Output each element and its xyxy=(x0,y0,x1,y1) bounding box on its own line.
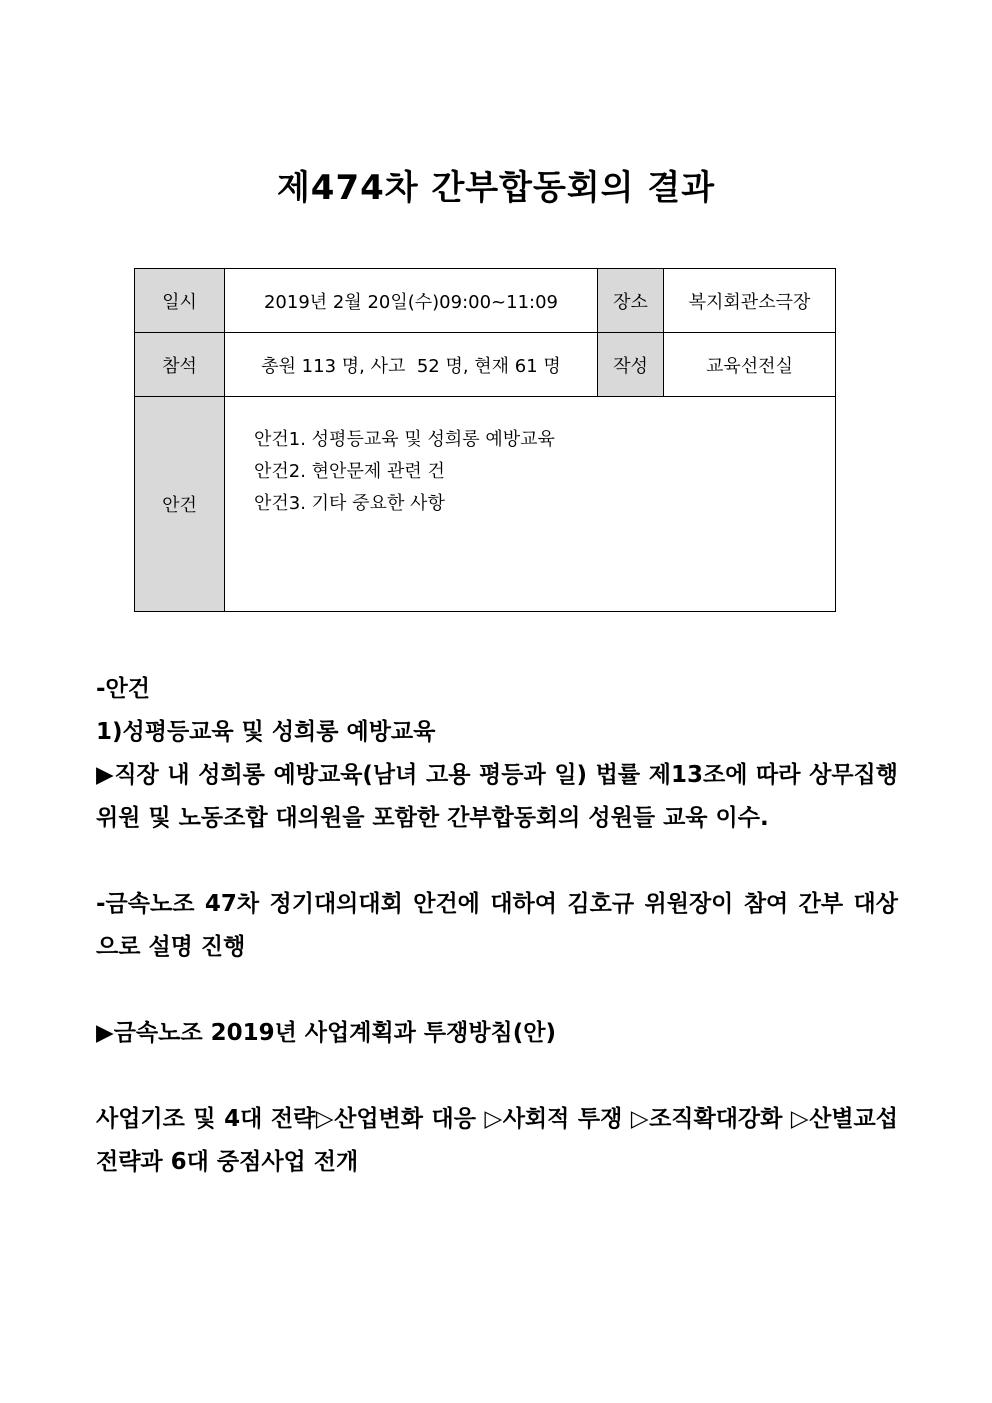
agenda-item: 안건2. 현안문제 관련 건 xyxy=(254,461,445,482)
place-value: 복지회관소극장 xyxy=(664,269,836,333)
agenda-list xyxy=(225,397,835,520)
table-row-attendance-author xyxy=(135,333,836,397)
date-label: 일시 xyxy=(135,269,225,333)
page-title: 제474차 간부합동회의 결과 xyxy=(276,167,716,208)
table-row-agenda xyxy=(135,397,836,612)
agenda-item: 안건3. 기타 중요한 사항 xyxy=(254,493,445,514)
business-plan-paragraph: 사업기조 및 4대 전략▷산업변화 대응 ▷사회적 투쟁 ▷조직확대강화 ▷산별교섭 전략과 6대 중점사업 전개 xyxy=(96,1106,898,1175)
business-plan-heading: ▶금속노조 2019년 사업계획과 투쟁방침(안) xyxy=(96,1020,557,1046)
author-label: 작성 xyxy=(598,333,664,397)
section-heading-agenda: -안건 xyxy=(96,676,150,702)
table-row-date-place xyxy=(135,269,836,333)
attendance-value: 총원 113 명, 사고 52 명, 현재 61 명 xyxy=(225,333,598,397)
meeting-info-table xyxy=(134,268,836,612)
attendance-label: 참석 xyxy=(135,333,225,397)
union-briefing-paragraph: -금속노조 47차 정기대의대회 안건에 대하여 김호규 위원장이 참여 간부 대상으로 설명 진행 xyxy=(96,891,898,960)
date-value: 2019년 2월 20일(수)09:00~11:09 xyxy=(225,269,598,333)
place-label: 장소 xyxy=(598,269,664,333)
author-value: 교육선전실 xyxy=(664,333,836,397)
agenda-list-cell xyxy=(225,397,836,612)
agenda-item-description: ▶직장 내 성희롱 예방교육(남녀 고용 평등과 일) 법률 제13조에 따라 상무집행위원 및 노동조합 대의원을 포함한 간부합동회의 성원들 교육 이수. xyxy=(96,762,898,831)
meeting-result-body xyxy=(96,668,898,1184)
agenda-item-heading: 1)성평등교육 및 성희롱 예방교육 xyxy=(96,719,436,745)
agenda-label: 안건 xyxy=(135,397,225,612)
agenda-item: 안건1. 성평등교육 및 성희롱 예방교육 xyxy=(254,429,555,450)
